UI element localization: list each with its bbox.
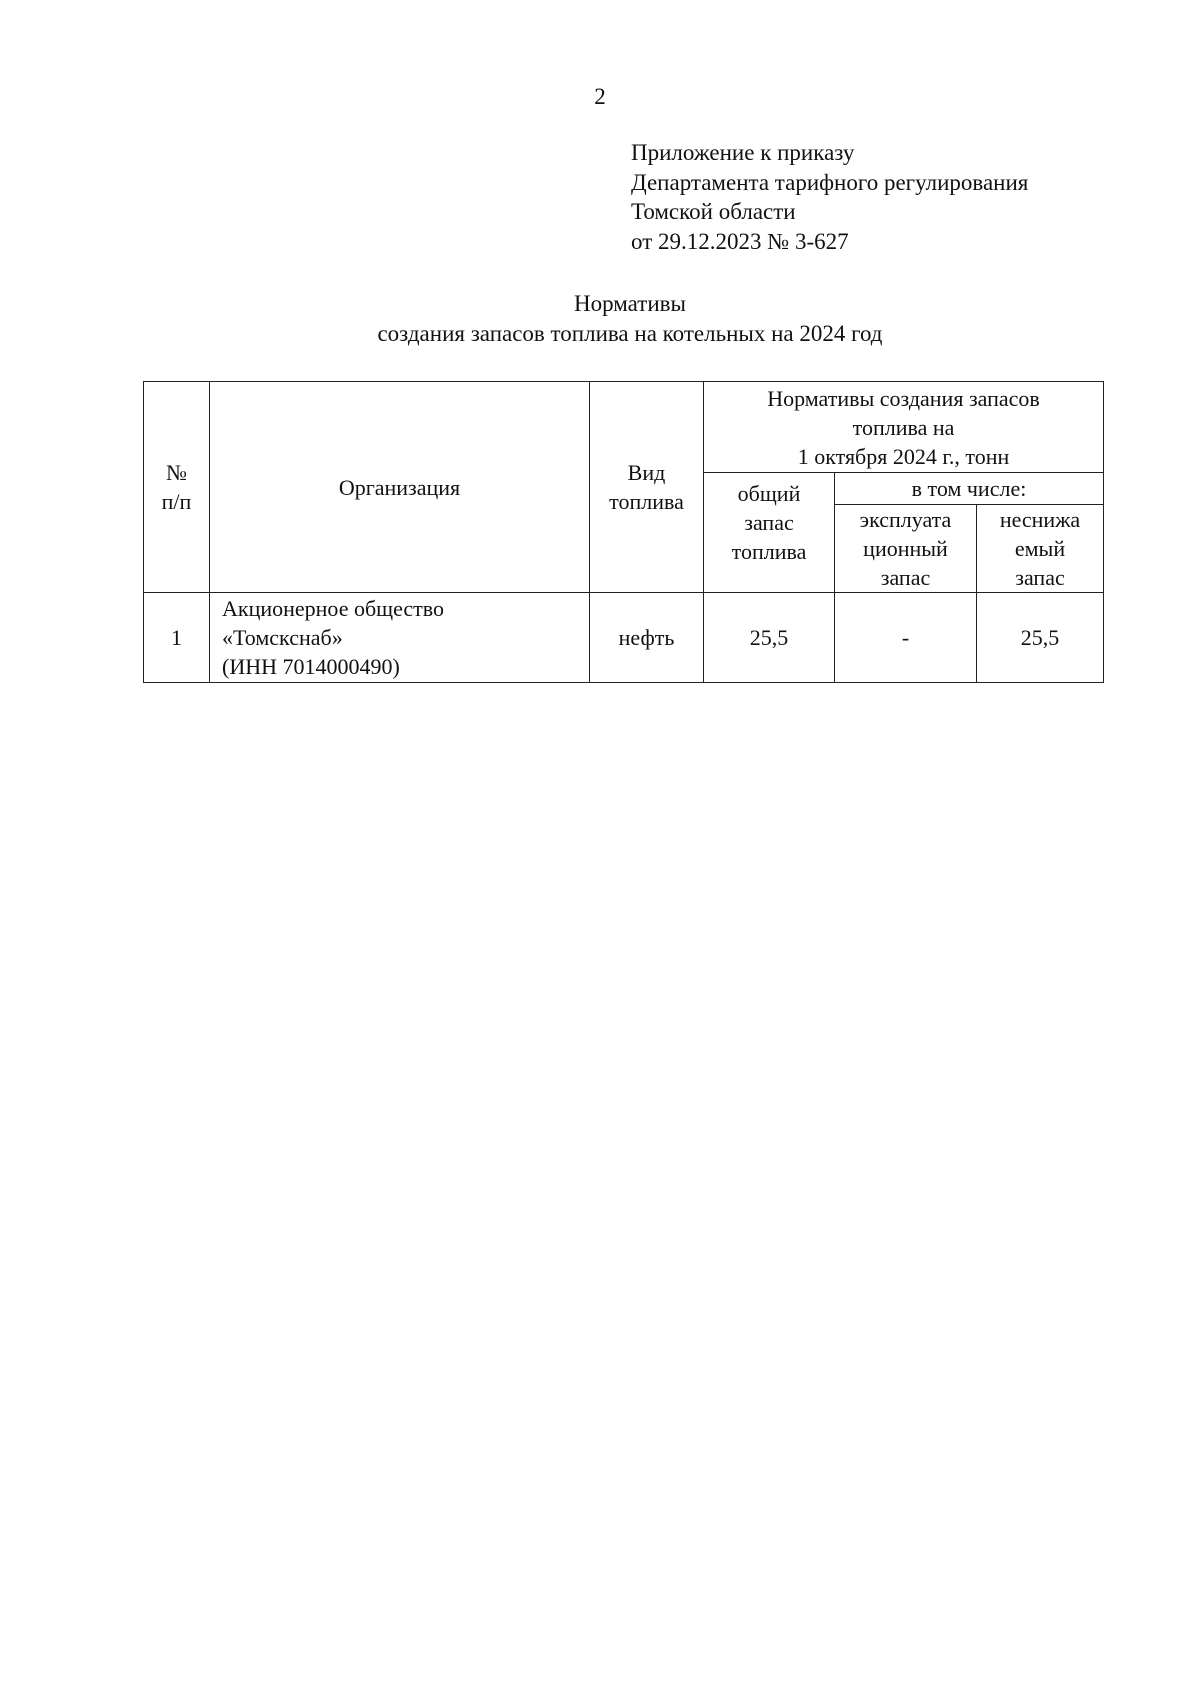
header-irreducible-line-1: неснижа bbox=[999, 507, 1081, 532]
row-total-cell bbox=[704, 593, 835, 683]
header-total-cell bbox=[704, 473, 835, 593]
header-total-line-2: запас bbox=[744, 510, 794, 535]
row-fuel-cell bbox=[590, 593, 704, 683]
header-operational-cell bbox=[835, 505, 977, 593]
norms-table bbox=[143, 381, 1104, 683]
row-organization-line-1: Акционерное общество bbox=[222, 596, 445, 621]
header-operational-line-2: ционный bbox=[863, 536, 948, 561]
row-num-cell bbox=[144, 593, 210, 683]
appendix-line-4: от 29.12.2023 № 3-627 bbox=[631, 228, 849, 254]
header-norms-line-3: 1 октября 2024 г., тонн bbox=[797, 443, 1010, 469]
appendix-line-2: Департамента тарифного регулирования bbox=[631, 169, 1029, 195]
header-num-cell bbox=[144, 382, 210, 593]
row-operational-cell bbox=[835, 593, 977, 683]
header-fuel-line-2: топлива bbox=[609, 489, 684, 514]
header-fuel-line-1: Вид bbox=[627, 460, 666, 485]
header-num-line-2: п/п bbox=[161, 489, 192, 514]
header-total-line-3: топлива bbox=[731, 539, 807, 564]
row-total: 25,5 bbox=[749, 625, 789, 650]
header-operational-line-1: эксплуата bbox=[859, 507, 952, 532]
header-including: в том числе: bbox=[911, 476, 1027, 501]
row-organization-cell bbox=[210, 593, 590, 683]
row-organization-line-2: «Томскснаб» bbox=[222, 625, 343, 650]
header-irreducible-cell bbox=[977, 505, 1104, 593]
row-operational: - bbox=[901, 625, 910, 650]
title-line-1: Нормативы bbox=[574, 291, 686, 316]
appendix-line-1: Приложение к приказу bbox=[631, 140, 855, 165]
header-norms-line-2: топлива на bbox=[852, 414, 955, 440]
page-number: 2 bbox=[594, 84, 606, 109]
title-line-2: создания запасов топлива на котельных на 2024 год bbox=[377, 321, 883, 346]
row-organization-line-3: (ИНН 7014000490) bbox=[222, 654, 400, 679]
header-num-line-1: № bbox=[166, 460, 187, 485]
header-irreducible-line-3: запас bbox=[1015, 565, 1065, 590]
header-organization: Организация bbox=[338, 474, 461, 500]
header-norms-line-1: Нормативы создания запасов bbox=[767, 385, 1040, 411]
header-irreducible-line-2: емый bbox=[1014, 536, 1066, 561]
header-operational-line-3: запас bbox=[880, 565, 931, 590]
row-num: 1 bbox=[171, 625, 182, 650]
document-title bbox=[0, 289, 1200, 349]
header-total-line-1: общий bbox=[737, 481, 801, 506]
table-row bbox=[144, 593, 1104, 683]
row-irreducible-cell bbox=[977, 593, 1104, 683]
row-irreducible: 25,5 bbox=[1020, 625, 1060, 650]
header-norms-cell bbox=[704, 382, 1104, 473]
header-including-cell bbox=[835, 473, 1104, 505]
appendix-line-3: Томской области bbox=[631, 199, 796, 224]
appendix-block bbox=[631, 138, 1028, 256]
header-row-1 bbox=[144, 382, 1104, 473]
header-organization-cell bbox=[210, 382, 590, 593]
header-fuel-cell bbox=[590, 382, 704, 593]
row-fuel: нефть bbox=[618, 625, 675, 650]
